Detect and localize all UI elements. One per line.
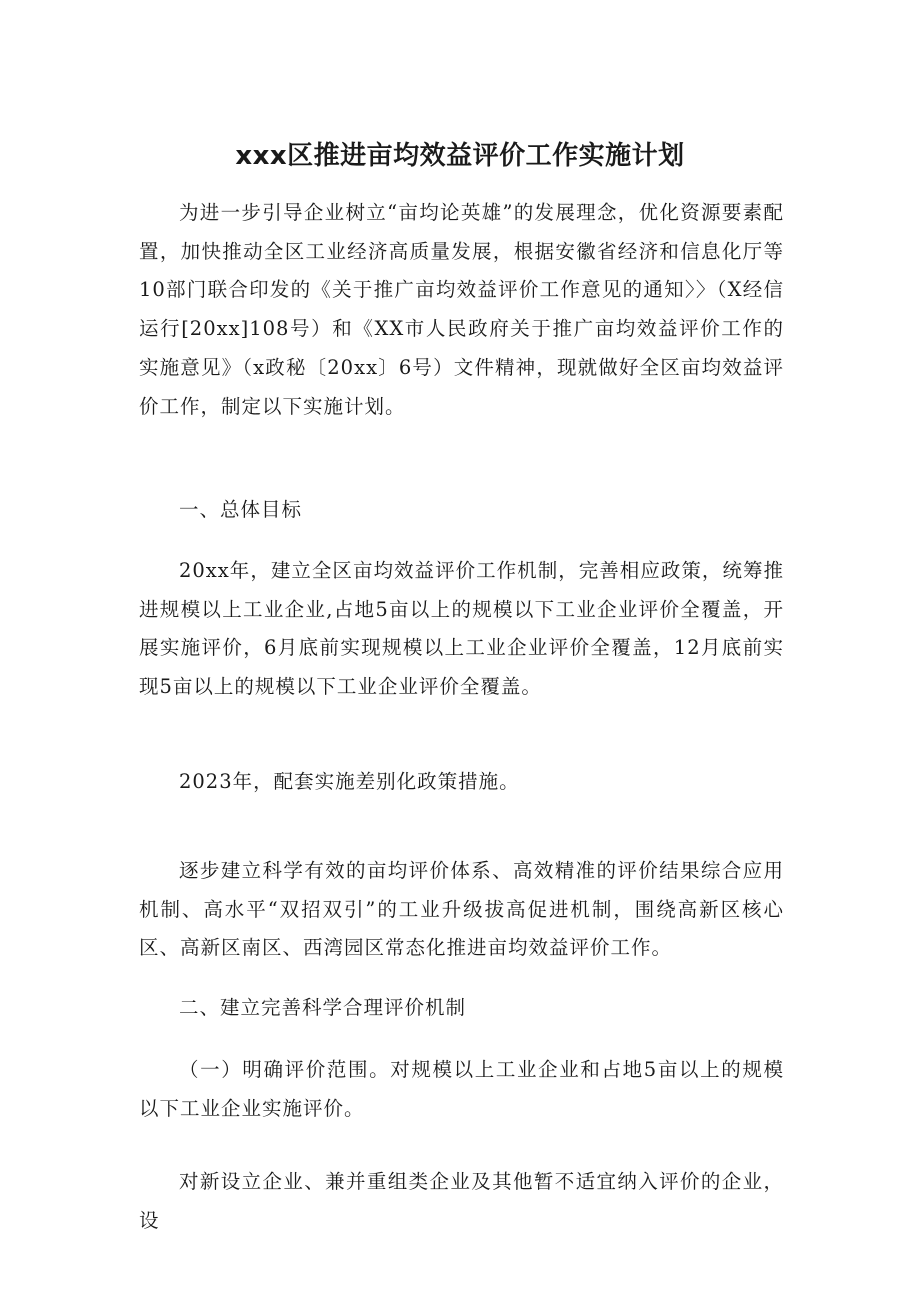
- intro-paragraph: 为进一步引导企业树立“亩均论英雄”的发展理念，优化资源要素配置，加快推动全区工业经济高质量发展，根据安徽省经济和信息化厅等10部门联合印发的《关于推广亩均效益评价工作意见的通知〉〉（X经信运行[20xx]108号）和《XX市人民政府关于推广亩均效益评价工作的实施意见》（x政秘〔20xx〕6号）文件精神，现就做好全区亩均效益评价工作，制定以下实施计划。: [139, 201, 784, 418]
- section-heading-overall-goals: 一、总体目标: [178, 498, 302, 521]
- evaluation-scope-item: （一）明确评价范围。对规模以上工业企业和占地5亩以上的规模以下工业企业实施评价。: [139, 1058, 784, 1120]
- document-title: xxx区推进亩均效益评价工作实施计划: [235, 141, 685, 171]
- goals-paragraph-2023: 2023年，配套实施差别化政策措施。: [178, 770, 520, 793]
- goals-paragraph-20xx: 20xx年，建立全区亩均效益评价工作机制，完善相应政策，统筹推进规模以上工业企业,占地5亩以上的规模以下工业企业评价全覆盖，开展实施评价，6月底前实现规模以上工业企业评价全覆盖，12月底前实现5亩以上的规模以下工业企业评价全覆盖。: [139, 559, 784, 699]
- goals-paragraph-long-term: 逐步建立科学有效的亩均评价体系、高效精准的评价结果综合应用机制、高水平“双招双引”的工业升级拔高促进机制，围绕高新区核心区、高新区南区、西湾园区常态化推进亩均效益评价工作。: [139, 859, 784, 960]
- section-heading-evaluation-mechanism: 二、建立完善科学合理评价机制: [178, 996, 466, 1019]
- evaluation-exemption-paragraph: 对新设立企业、兼并重组类企业及其他暂不适宜纳入评价的企业，设: [139, 1170, 784, 1232]
